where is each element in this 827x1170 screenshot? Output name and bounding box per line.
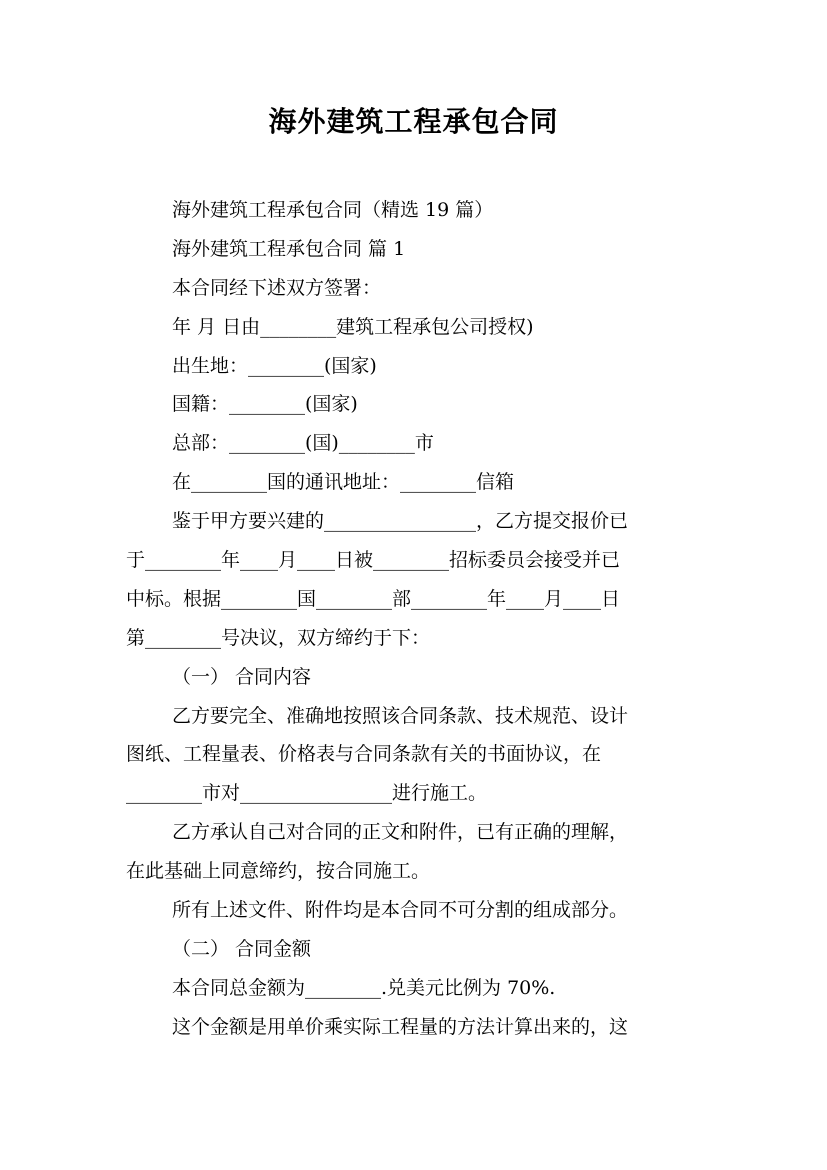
paragraph-line: 海外建筑工程承包合同 篇 1 — [172, 237, 406, 260]
paragraph-line: 国籍：________(国家) — [172, 393, 358, 416]
paragraph-line: 第________号决议，双方缔约于下： — [126, 626, 431, 649]
paragraph-line: 出生地：________(国家) — [172, 354, 377, 377]
paragraph-line: 中标。根据________国________部________年____月____日 — [126, 587, 621, 610]
paragraph-line: 乙方要完全、准确地按照该合同条款、技术规范、设计 — [172, 704, 629, 727]
paragraph-line: 于________年____月____日被________招标委员会接受并已 — [126, 549, 621, 572]
section-heading: （一） 合同内容 — [172, 665, 312, 688]
paragraph-line: 所有上述文件、附件均是本合同不可分割的组成部分。 — [172, 899, 629, 922]
paragraph-line: 鉴于甲方要兴建的________________，乙方提交报价已 — [172, 510, 629, 533]
paragraph-line: 乙方承认自己对合同的正文和附件，已有正确的理解， — [172, 821, 629, 844]
paragraph-line: 海外建筑工程承包合同（精选 19 篇） — [172, 199, 494, 221]
paragraph-line: 在此基础上同意缔约，按合同施工。 — [126, 860, 431, 883]
paragraph-line: 这个金额是用单价乘实际工程量的方法计算出来的，这 — [172, 1015, 629, 1038]
paragraph-line: 年 月 日由________建筑工程承包公司授权) — [172, 315, 534, 338]
section-heading: （二） 合同金额 — [172, 937, 312, 960]
paragraph-line: ________市对________________进行施工。 — [126, 782, 488, 805]
document-title: 海外建筑工程承包合同 — [268, 105, 559, 138]
paragraph-line: 图纸、工程量表、价格表与合同条款有关的书面协议，在 — [126, 743, 602, 766]
paragraph-line: 在________国的通讯地址：________信箱 — [172, 471, 515, 494]
paragraph-line: 本合同总金额为________.兑美元比例为 70%. — [172, 976, 556, 999]
paragraph-line: 总部：________(国)________市 — [172, 432, 434, 455]
paragraph-line: 本合同经下述双方签署： — [172, 276, 382, 299]
document-body — [126, 191, 706, 1047]
